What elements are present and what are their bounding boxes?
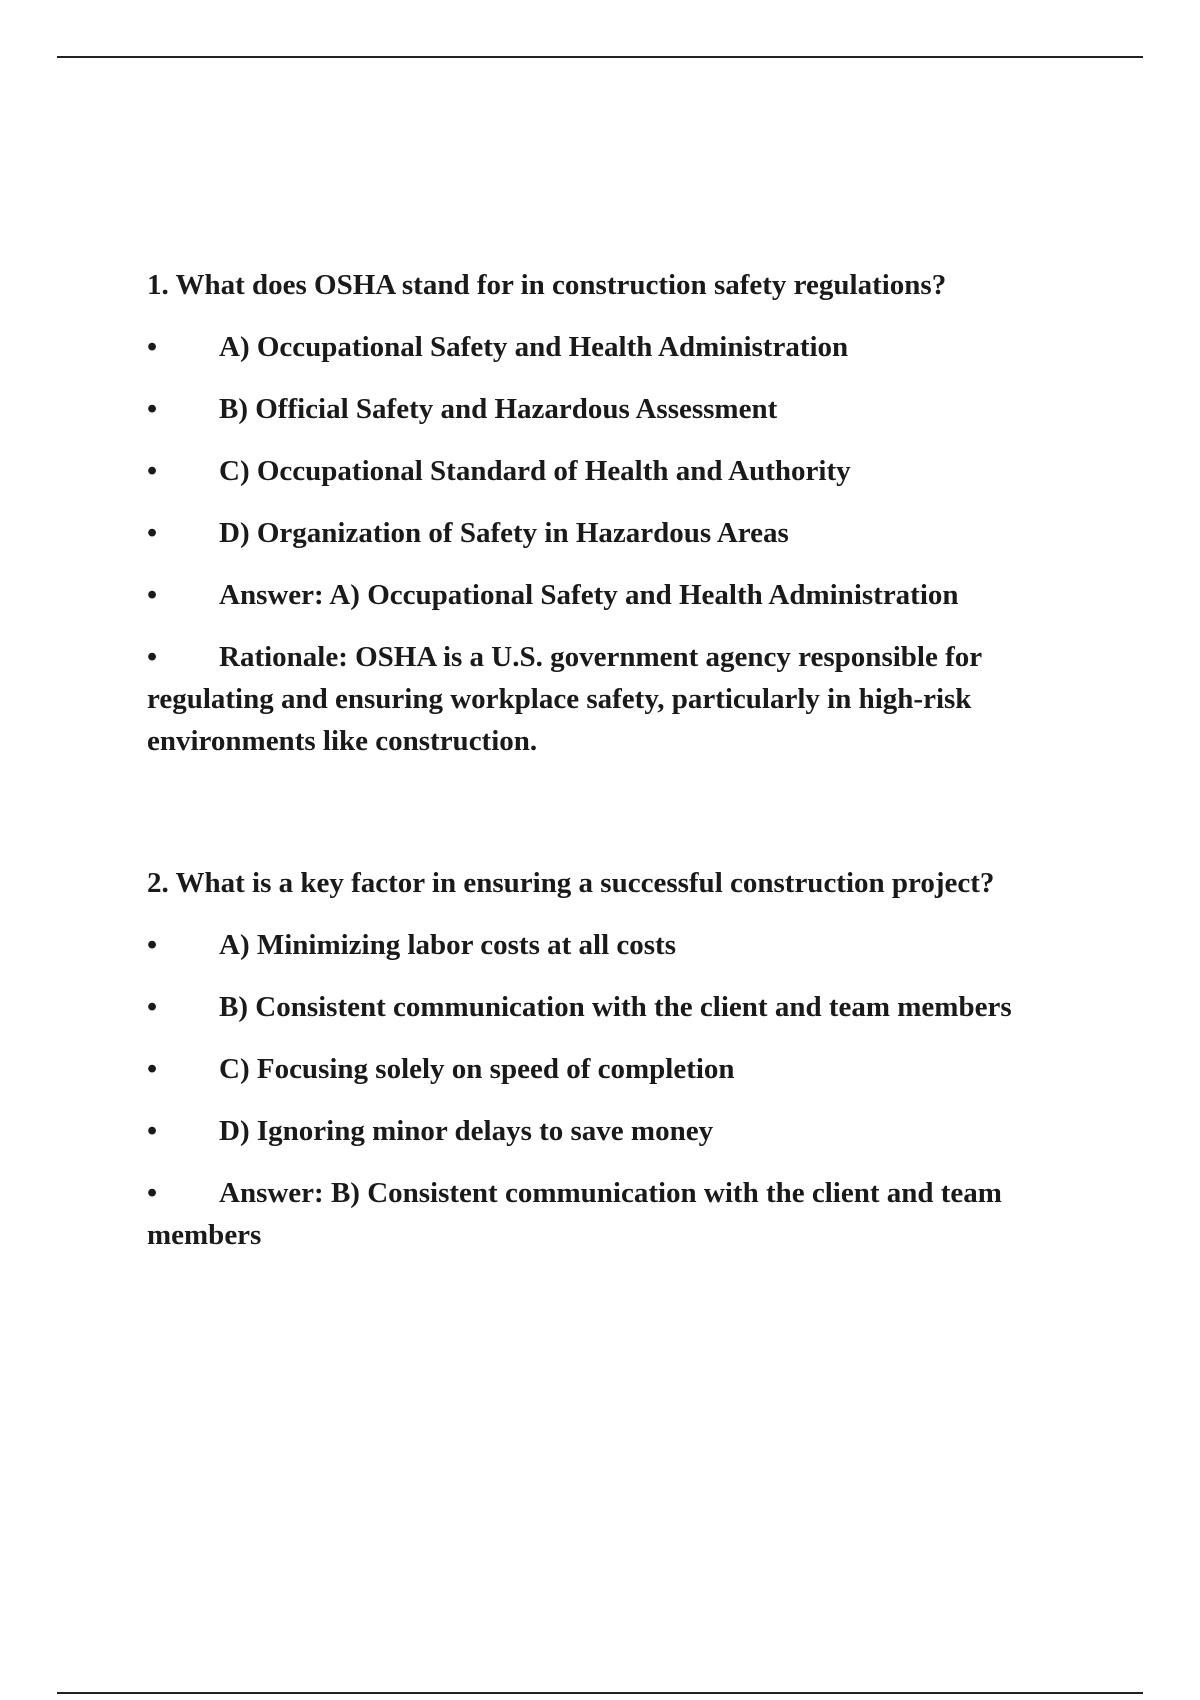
question-number: 1.	[147, 269, 169, 301]
list-item	[147, 986, 1097, 1028]
question-text: What is a key factor in ensuring a successful construction project?	[175, 867, 995, 899]
option-a: A) Minimizing labor costs at all costs	[219, 929, 676, 961]
option-a: A) Occupational Safety and Health Administration	[219, 331, 849, 363]
option-b: B) Official Safety and Hazardous Assessment	[219, 393, 778, 425]
answer: Answer: B) Consistent communication with the client and team members	[147, 1177, 1002, 1251]
bullet-icon: •	[147, 1053, 158, 1085]
bullet-icon: •	[147, 641, 158, 673]
section-spacer	[147, 782, 1097, 862]
rationale: Rationale: OSHA is a U.S. government agency responsible for regulating and ensuring workplace safety, particularly in high-risk environments like construction.	[147, 641, 982, 757]
question-text: What does OSHA stand for in construction safety regulations?	[175, 269, 947, 301]
bullet-icon: •	[147, 331, 158, 363]
option-c: C) Focusing solely on speed of completion	[219, 1053, 735, 1085]
option-c: C) Occupational Standard of Health and Authority	[219, 455, 851, 487]
document-body	[147, 264, 1097, 1276]
bullet-icon: •	[147, 1115, 158, 1147]
list-item	[147, 1048, 1097, 1090]
option-d: D) Organization of Safety in Hazardous Areas	[219, 517, 789, 549]
list-item	[147, 326, 1097, 368]
question-1-title	[147, 264, 1097, 306]
list-item	[147, 1110, 1097, 1152]
list-item	[147, 1172, 1097, 1256]
question-number: 2.	[147, 867, 169, 899]
option-d: D) Ignoring minor delays to save money	[219, 1115, 714, 1147]
bullet-icon: •	[147, 579, 158, 611]
question-2-title	[147, 862, 1097, 904]
option-b: B) Consistent communication with the client and team members	[219, 991, 1012, 1023]
answer: Answer: A) Occupational Safety and Health Administration	[219, 579, 959, 611]
footer-rule	[57, 1692, 1143, 1694]
header-rule	[57, 56, 1143, 58]
bullet-icon: •	[147, 393, 158, 425]
bullet-icon: •	[147, 517, 158, 549]
list-item	[147, 388, 1097, 430]
list-item	[147, 450, 1097, 492]
bullet-icon: •	[147, 455, 158, 487]
list-item	[147, 574, 1097, 616]
list-item	[147, 512, 1097, 554]
bullet-icon: •	[147, 991, 158, 1023]
list-item	[147, 636, 1097, 762]
list-item	[147, 924, 1097, 966]
bullet-icon: •	[147, 1177, 158, 1209]
bullet-icon: •	[147, 929, 158, 961]
